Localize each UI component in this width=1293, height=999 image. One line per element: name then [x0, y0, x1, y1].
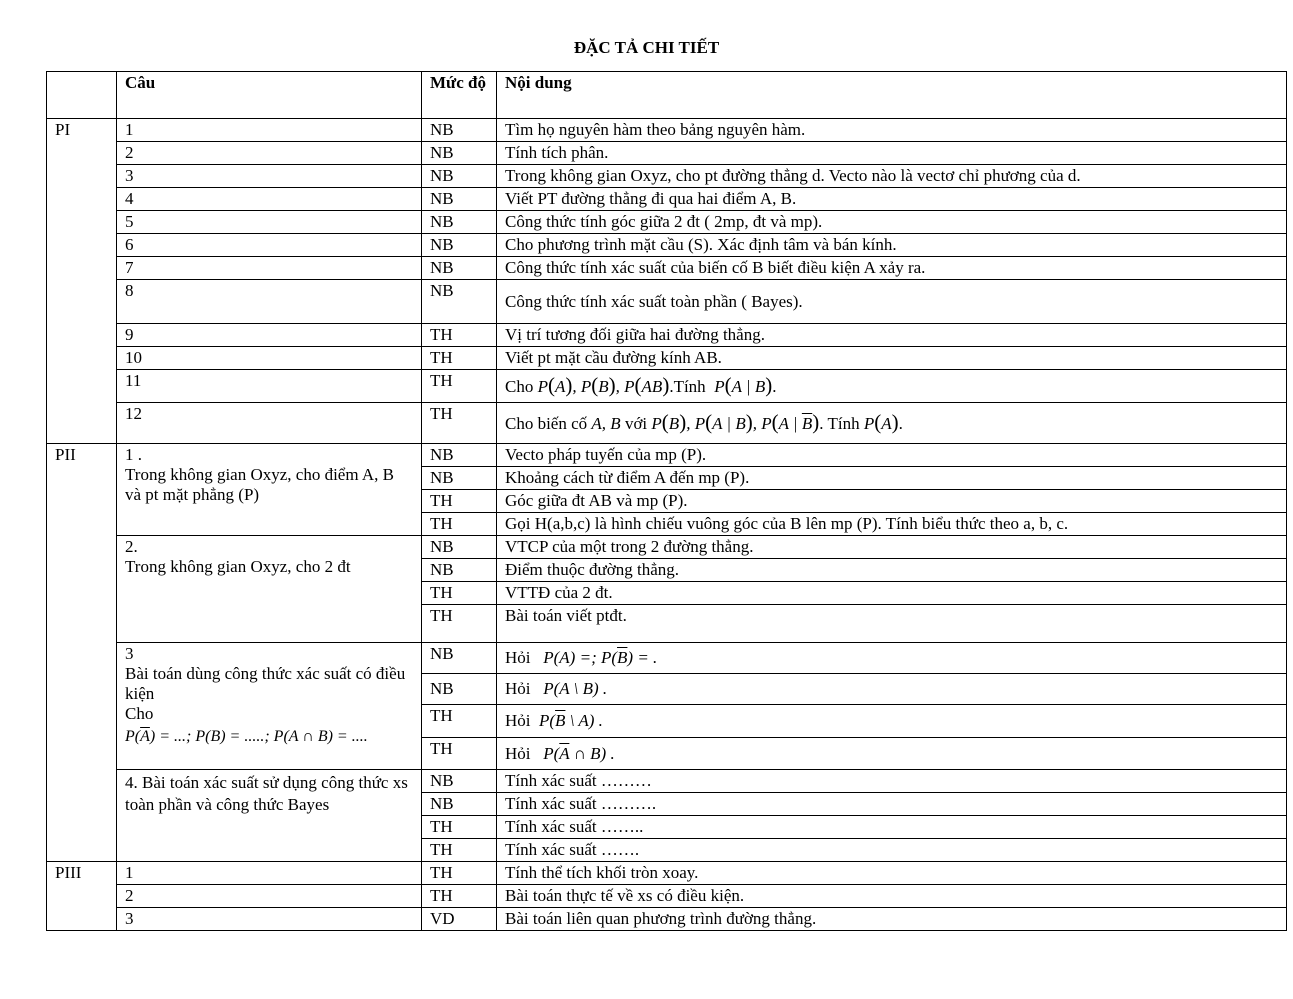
- table-row: [47, 142, 1287, 165]
- muc-do-cell: TH: [422, 885, 497, 908]
- text-prefix: Cho biến cố: [505, 414, 588, 433]
- header-muc-do: Mức độ: [422, 72, 497, 119]
- noi-dung-cell: Trong không gian Oxyz, cho pt đường thẳng d. Vecto nào là vectơ chỉ phương của d.: [497, 165, 1287, 188]
- math-formula: P(A): [863, 410, 899, 434]
- muc-do-cell: NB: [422, 165, 497, 188]
- cau-cell: 1: [117, 862, 422, 885]
- muc-do-cell: TH: [422, 738, 497, 770]
- cau-cell: 10: [117, 347, 422, 370]
- table-row: [47, 324, 1287, 347]
- noi-dung-cell: Điểm thuộc đường thẳng.: [497, 559, 1287, 582]
- table-row: [47, 908, 1287, 931]
- cau-cell: 8: [117, 280, 422, 324]
- cau-cell: 4: [117, 188, 422, 211]
- text-prefix: Cho: [505, 377, 534, 396]
- text-prefix: Hỏi: [505, 679, 531, 698]
- math-formula: A, B: [591, 414, 621, 433]
- cau-number: 1 .: [125, 445, 142, 464]
- cau-cell: 7: [117, 257, 422, 280]
- table-row: [47, 885, 1287, 908]
- cau-cell: 1: [117, 119, 422, 142]
- header-row: [47, 72, 1287, 119]
- table-row: [47, 370, 1287, 403]
- math-formula: P(A) =; $P(\overline{B})$ = .: [543, 648, 658, 667]
- math-formula: $P(\overline{A})$ = ...; P(B) = .....; P(A ∩ B) = ....: [125, 728, 368, 745]
- cau-description: Trong không gian Oxyz, cho điểm A, B và pt mặt phẳng (P): [125, 465, 395, 504]
- table-row: [47, 862, 1287, 885]
- text-suffix: .: [772, 377, 777, 396]
- cau-number: 2.: [125, 537, 138, 556]
- cau-cell: [117, 643, 422, 770]
- noi-dung-cell: Bài toán thực tế về xs có điều kiện.: [497, 885, 1287, 908]
- text-suffix: .: [898, 414, 903, 433]
- muc-do-cell: NB: [422, 280, 497, 324]
- noi-dung-cell: Tìm họ nguyên hàm theo bảng nguyên hàm.: [497, 119, 1287, 142]
- part-label: PI: [47, 119, 117, 444]
- text-prefix: Hỏi: [505, 711, 531, 730]
- math-formula: P(B), P(A | B), P(A | $\overline{B}$): [651, 410, 820, 434]
- noi-dung-cell: VTCP của một trong 2 đường thẳng.: [497, 536, 1287, 559]
- cau-cell: 3: [117, 165, 422, 188]
- muc-do-cell: NB: [422, 257, 497, 280]
- table-row: [47, 165, 1287, 188]
- muc-do-cell: VD: [422, 908, 497, 931]
- muc-do-cell: TH: [422, 605, 497, 643]
- cau-cell: 11: [117, 370, 422, 403]
- muc-do-cell: TH: [422, 403, 497, 444]
- table-row: [47, 536, 1287, 559]
- cau-description: Bài toán dùng công thức xác suất có điều kiện: [125, 664, 406, 703]
- noi-dung-cell: Tính xác suất ……….: [497, 793, 1287, 816]
- muc-do-cell: TH: [422, 370, 497, 403]
- noi-dung-cell: Vecto pháp tuyến của mp (P).: [497, 444, 1287, 467]
- cau-description: Trong không gian Oxyz, cho 2 đt: [125, 557, 351, 576]
- noi-dung-cell: Gọi H(a,b,c) là hình chiếu vuông góc của B lên mp (P). Tính biểu thức theo a, b, c.: [497, 513, 1287, 536]
- math-formula: P(A), P(B), P(AB): [537, 373, 670, 397]
- noi-dung-cell: Tính xác suất …….: [497, 839, 1287, 862]
- noi-dung-cell: [497, 403, 1287, 444]
- text-middle: . Tính: [819, 414, 860, 433]
- noi-dung-cell: Tính xác suất ……..: [497, 816, 1287, 839]
- muc-do-cell: NB: [422, 793, 497, 816]
- cau-number: 3: [125, 644, 134, 663]
- table-row: [47, 643, 1287, 674]
- noi-dung-cell: Khoảng cách từ điểm A đến mp (P).: [497, 467, 1287, 490]
- cau-description: Cho: [125, 704, 154, 723]
- part-label: PIII: [47, 862, 117, 931]
- noi-dung-cell: Cho phương trình mặt cầu (S). Xác định tâm và bán kính.: [497, 234, 1287, 257]
- muc-do-cell: TH: [422, 839, 497, 862]
- muc-do-cell: NB: [422, 467, 497, 490]
- table-row: [47, 188, 1287, 211]
- math-formula: P(A | B): [714, 373, 773, 397]
- header-part: [47, 72, 117, 119]
- table-row: [47, 770, 1287, 793]
- math-formula: P(A \ B) .: [543, 679, 608, 698]
- noi-dung-cell: [497, 643, 1287, 674]
- cau-cell: 5: [117, 211, 422, 234]
- noi-dung-cell: Tính thể tích khối tròn xoay.: [497, 862, 1287, 885]
- cau-cell: 3: [117, 908, 422, 931]
- noi-dung-cell: Bài toán liên quan phương trình đường thẳng.: [497, 908, 1287, 931]
- cau-cell: 2: [117, 142, 422, 165]
- spec-table: [46, 71, 1287, 931]
- page-title: ĐẶC TẢ CHI TIẾT: [573, 38, 720, 57]
- noi-dung-cell: Viết pt mặt cầu đường kính AB.: [497, 347, 1287, 370]
- noi-dung-cell: [497, 674, 1287, 705]
- math-formula: $P(\overline{A}$ ∩ B) .: [543, 743, 615, 763]
- muc-do-cell: NB: [422, 643, 497, 674]
- muc-do-cell: NB: [422, 188, 497, 211]
- text-middle: với: [624, 414, 648, 433]
- text-prefix: Hỏi: [505, 648, 531, 667]
- muc-do-cell: TH: [422, 705, 497, 738]
- cau-cell: 6: [117, 234, 422, 257]
- muc-do-cell: NB: [422, 234, 497, 257]
- muc-do-cell: TH: [422, 513, 497, 536]
- noi-dung-cell: VTTĐ của 2 đt.: [497, 582, 1287, 605]
- noi-dung-cell: Góc giữa đt AB và mp (P).: [497, 490, 1287, 513]
- text-prefix: Hỏi: [505, 743, 531, 763]
- text-middle: .Tính: [669, 377, 706, 396]
- table-row: [47, 257, 1287, 280]
- muc-do-cell: NB: [422, 770, 497, 793]
- header-noi-dung: Nội dung: [497, 72, 1287, 119]
- cau-cell: 12: [117, 403, 422, 444]
- table-row: [47, 211, 1287, 234]
- table-row: [47, 403, 1287, 444]
- muc-do-cell: NB: [422, 536, 497, 559]
- table-row: [47, 234, 1287, 257]
- cau-cell: [117, 536, 422, 643]
- muc-do-cell: NB: [422, 559, 497, 582]
- muc-do-cell: TH: [422, 490, 497, 513]
- noi-dung-cell: Tính xác suất ………: [497, 770, 1287, 793]
- noi-dung-cell: Công thức tính xác suất toàn phần ( Bayes).: [497, 280, 1287, 324]
- noi-dung-cell: Công thức tính góc giữa 2 đt ( 2mp, đt và mp).: [497, 211, 1287, 234]
- table-row: [47, 119, 1287, 142]
- table-row: [47, 280, 1287, 324]
- header-cau: Câu: [117, 72, 422, 119]
- noi-dung-cell: [497, 705, 1287, 738]
- noi-dung-cell: Công thức tính xác suất của biến cố B biết điều kiện A xảy ra.: [497, 257, 1287, 280]
- noi-dung-cell: Vị trí tương đối giữa hai đường thẳng.: [497, 324, 1287, 347]
- noi-dung-cell: Bài toán viết ptđt.: [497, 605, 1287, 643]
- part-label: PII: [47, 444, 117, 862]
- muc-do-cell: TH: [422, 862, 497, 885]
- noi-dung-cell: [497, 738, 1287, 770]
- noi-dung-cell: Viết PT đường thẳng đi qua hai điểm A, B.: [497, 188, 1287, 211]
- muc-do-cell: TH: [422, 582, 497, 605]
- cau-cell: [117, 770, 422, 862]
- muc-do-cell: NB: [422, 142, 497, 165]
- table-row: [47, 444, 1287, 467]
- math-formula: $P(\overline{B}$ \ A) .: [539, 711, 603, 730]
- table-row: [47, 347, 1287, 370]
- muc-do-cell: NB: [422, 444, 497, 467]
- muc-do-cell: NB: [422, 119, 497, 142]
- muc-do-cell: TH: [422, 347, 497, 370]
- cau-cell: 2: [117, 885, 422, 908]
- muc-do-cell: TH: [422, 324, 497, 347]
- cau-cell: [117, 444, 422, 536]
- cau-description: 4. Bài toán xác suất sử dụng công thức xs toàn phần và công thức Bayes: [125, 773, 408, 814]
- noi-dung-cell: [497, 370, 1287, 403]
- muc-do-cell: NB: [422, 674, 497, 705]
- muc-do-cell: NB: [422, 211, 497, 234]
- cau-cell: 9: [117, 324, 422, 347]
- muc-do-cell: TH: [422, 816, 497, 839]
- noi-dung-cell: Tính tích phân.: [497, 142, 1287, 165]
